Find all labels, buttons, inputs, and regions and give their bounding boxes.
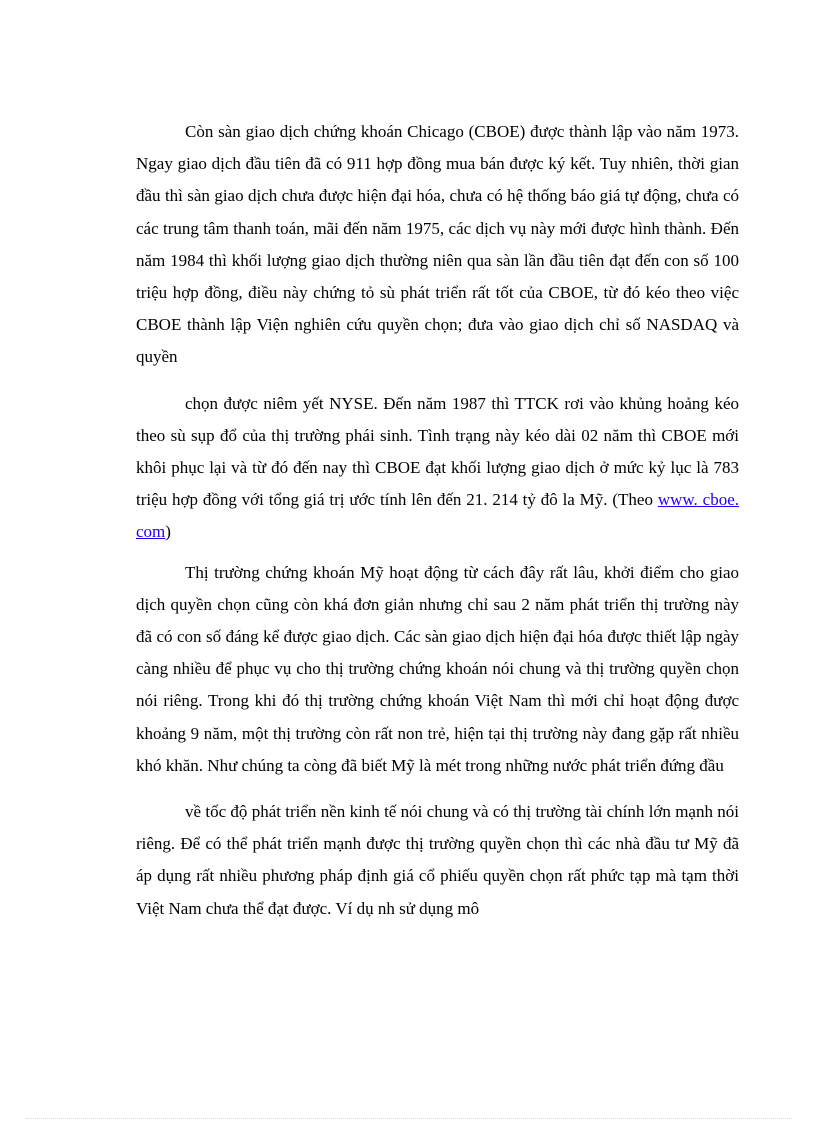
paragraph-text-tail: )	[165, 522, 171, 542]
document-body	[136, 116, 739, 925]
paragraph-text: chọn được niêm yết NYSE. Đến năm 1987 thì TTCK rơi vào khủng hoảng kéo theo sù sụp đổ của thị trường phái sinh. Tình trạng này kéo dài 02 năm thì CBOE mới khôi phục lại và từ đó đến nay thì CBOE đạt khối lượng giao dịch ở mức kỷ lục là 783 triệu hợp đồng với tổng giá trị ước tính lên đến 21. 214 tỷ đô la Mỹ. (Theo	[136, 393, 739, 510]
cboe-website-link[interactable]: www. cboe. com	[136, 490, 739, 542]
paragraph-us-market: Thị trường chứng khoán Mỹ hoạt động từ cách đây rất lâu, khởi điểm cho giao dịch quyền chọn cũng còn khá đơn giản nhưng chỉ sau 2 năm phát triển thị trường này đã có con số đáng kể được giao dịch. Các sàn giao dịch hiện đại hóa được thiết lập ngày càng nhiều để phục vụ cho thị trường chứng khoán nói chung và thị trường quyền chọn nói riêng. Trong khi đó thị trường chứng khoán Việt Nam thì mới chỉ hoạt động được khoảng 9 năm, một thị trường còn rất non trẻ, hiện tại thị trường này đang gặp rất nhiều khó khăn. Như chúng ta còng đã biết Mỹ là mét trong những nước phát triển đứng đầu	[136, 562, 739, 775]
page-bottom-divider	[26, 1118, 792, 1119]
paragraph-us-market-continued: về tốc độ phát triển nền kinh tế nói chung và có thị trường tài chính lớn mạnh nói riêng. Để có thể phát triển mạnh được thị trường quyền chọn thì các nhà đầu tư Mỹ đã áp dụng rất nhiều phương pháp định giá cổ phiếu quyền chọn rất phức tạp mà tạm thời Việt Nam chưa thể đạt được. Ví dụ nh sử dụng mô	[136, 802, 739, 918]
paragraph-cboe-history: Còn sàn giao dịch chứng khoán Chicago (CBOE) được thành lập vào năm 1973. Ngay giao dịch đầu tiên đã có 911 hợp đồng mua bán được ký kết. Tuy nhiên, thời gian đầu thì sàn giao dịch chưa được hiện đại hóa, chưa có hệ thống báo giá tự động, chưa có các trung tâm thanh toán, mãi đến năm 1975, các dịch vụ này mới được hình thành. Đến năm 1984 thì khối lượng giao dịch thường niên qua sàn lần đầu tiên đạt đến con số 100 triệu hợp đồng, điều này chứng tỏ sù phát triển rất tốt của CBOE, từ đó kéo theo việc CBOE thành lập Viện nghiên cứu quyền chọn; đưa vào giao dịch chỉ số NASDAQ và quyền	[136, 122, 739, 367]
paragraph-cboe-continued	[136, 388, 739, 549]
